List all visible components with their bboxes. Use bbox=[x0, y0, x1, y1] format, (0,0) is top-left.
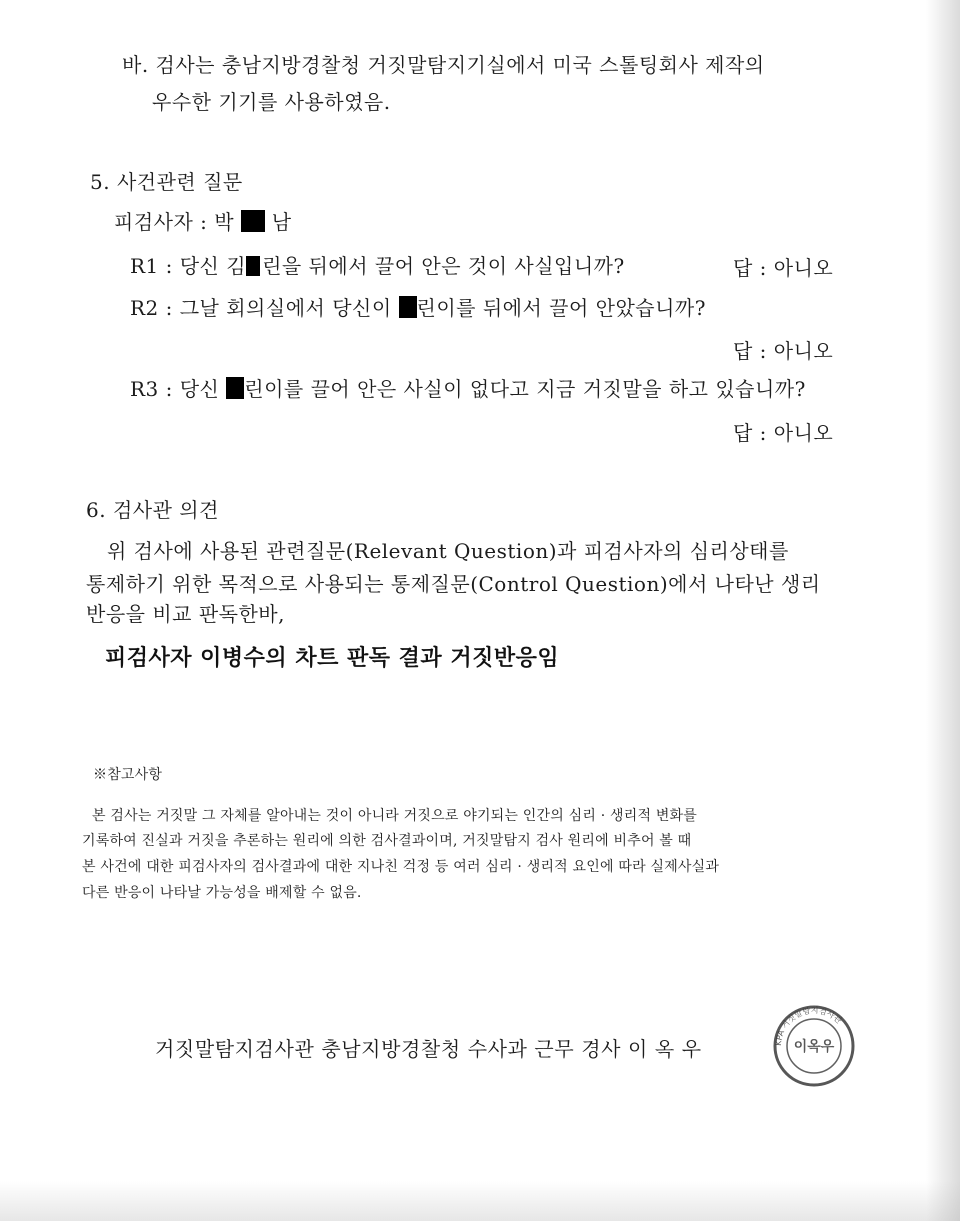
item-ba-line2: 우수한 기기를 사용하였음. bbox=[152, 90, 391, 114]
seal-ring-text: KPA 거짓말탐지검사관 bbox=[773, 1005, 844, 1047]
subject-suffix: 남 bbox=[271, 210, 292, 234]
answer-r3: 답 : 아니오 bbox=[733, 421, 834, 445]
answer-r2: 답 : 아니오 bbox=[733, 339, 834, 363]
page-edge-shadow bbox=[926, 0, 960, 1221]
question-r3-part2: 린이를 끌어 안은 사실이 없다고 지금 거짓말을 하고 있습니까? bbox=[244, 377, 806, 401]
reference-line-3: 본 사건에 대한 피검사자의 검사결과에 대한 지나친 걱정 등 여러 심리 · 생리적 요인에 따라 실제사실과 bbox=[82, 859, 720, 875]
official-seal-stamp bbox=[772, 1004, 856, 1088]
question-r1 bbox=[130, 253, 625, 279]
question-r1-part1: R1 : 당신 김 bbox=[130, 254, 247, 278]
question-r3-part1: R3 : 당신 bbox=[130, 377, 220, 401]
subject-prefix: 피검사자 : 박 bbox=[114, 210, 235, 234]
seal-name: 이옥우 bbox=[793, 1039, 835, 1055]
question-r1-part2: 린을 뒤에서 끌어 안은 것이 사실입니까? bbox=[262, 254, 625, 278]
redaction-block bbox=[241, 210, 265, 232]
opinion-line-3: 반응을 비교 판독한바, bbox=[86, 602, 285, 626]
reference-line-4: 다른 반응이 나타날 가능성을 배제할 수 없음. bbox=[82, 885, 362, 901]
opinion-line-1: 위 검사에 사용된 관련질문(Relevant Question)과 피검사자의 심리상태를 bbox=[107, 539, 789, 563]
redaction-block bbox=[226, 377, 244, 399]
page-bottom-shadow bbox=[0, 1181, 960, 1221]
section5-heading: 5. 사건관련 질문 bbox=[90, 170, 243, 194]
signature-line: 거짓말탐지검사관 충남지방경찰청 수사과 근무 경사 이 옥 우 bbox=[155, 1037, 702, 1061]
reference-line-1: 본 검사는 거짓말 그 자체를 알아내는 것이 아니라 거짓으로 야기되는 인간의 심리 · 생리적 변화를 bbox=[92, 808, 697, 824]
redaction-block bbox=[246, 256, 260, 276]
reference-line-2: 기록하여 진실과 거짓을 추론하는 원리에 의한 검사결과이며, 거짓말탐지 검사 원리에 비추어 볼 때 bbox=[82, 833, 692, 849]
answer-r1: 답 : 아니오 bbox=[733, 256, 834, 280]
conclusion: 피검사자 이병수의 차트 판독 결과 거짓반응임 bbox=[105, 646, 560, 671]
section6-heading: 6. 검사관 의견 bbox=[86, 498, 219, 522]
question-r2-part1: R2 : 그날 회의실에서 당신이 bbox=[130, 296, 392, 320]
question-r2-part2: 린이를 뒤에서 끌어 안았습니까? bbox=[416, 296, 706, 320]
opinion-line-2: 통제하기 위한 목적으로 사용되는 통제질문(Control Question)에서 나타난 생리 bbox=[86, 572, 821, 596]
redaction-block bbox=[399, 296, 417, 318]
reference-heading: ※참고사항 bbox=[93, 767, 163, 783]
subject-line bbox=[114, 209, 292, 235]
question-r2 bbox=[130, 295, 706, 321]
item-ba-line1: 바. 검사는 충남지방경찰청 거짓말탐지기실에서 미국 스톨팅회사 제작의 bbox=[122, 53, 765, 77]
question-r3 bbox=[130, 376, 806, 402]
